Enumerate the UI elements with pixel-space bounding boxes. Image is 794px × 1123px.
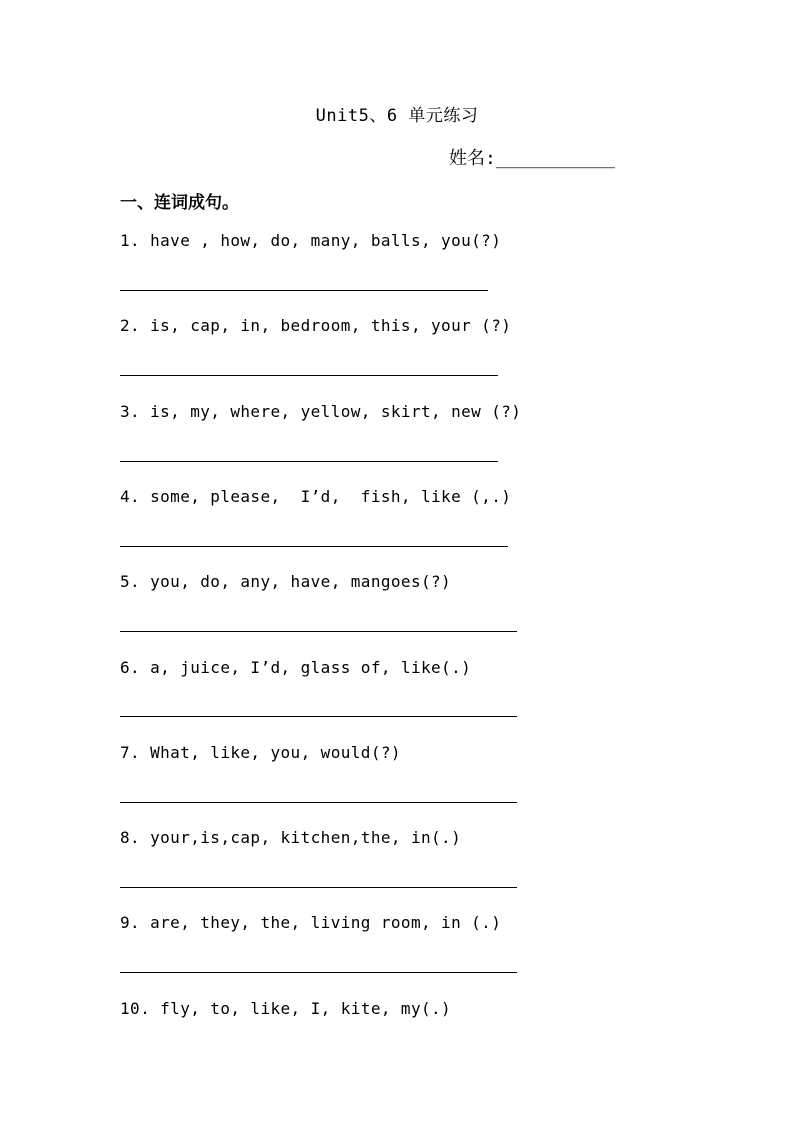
question-5: 5. you, do, any, have, mangoes(?) bbox=[120, 572, 452, 591]
question-2: 2. is, cap, in, bedroom, this, your (?) bbox=[120, 316, 512, 335]
name-field: 姓名:___________ bbox=[449, 148, 616, 169]
answer-line-1 bbox=[120, 290, 488, 291]
answer-line-5 bbox=[120, 631, 517, 632]
answer-line-6 bbox=[120, 716, 517, 717]
worksheet-title: Unit5、6 单元练习 bbox=[315, 106, 479, 126]
answer-line-8 bbox=[120, 887, 517, 888]
answer-line-2 bbox=[120, 375, 498, 376]
question-8: 8. your,is,cap, kitchen,the, in(.) bbox=[120, 828, 462, 847]
question-7: 7. What, like, you, would(?) bbox=[120, 743, 401, 762]
question-4: 4. some, please, I’d, fish, like (,.) bbox=[120, 487, 512, 506]
answer-line-7 bbox=[120, 802, 517, 803]
question-1: 1. have , how, do, many, balls, you(?) bbox=[120, 231, 502, 250]
question-10: 10. fly, to, like, I, kite, my(.) bbox=[120, 999, 452, 1018]
answer-line-4 bbox=[120, 546, 508, 547]
question-3: 3. is, my, where, yellow, skirt, new (?) bbox=[120, 402, 522, 421]
section-heading: 一、连词成句。 bbox=[120, 193, 239, 213]
question-6: 6. a, juice, I’d, glass of, like(.) bbox=[120, 658, 472, 677]
answer-line-3 bbox=[120, 461, 498, 462]
answer-line-9 bbox=[120, 972, 517, 973]
question-9: 9. are, they, the, living room, in (.) bbox=[120, 913, 502, 932]
